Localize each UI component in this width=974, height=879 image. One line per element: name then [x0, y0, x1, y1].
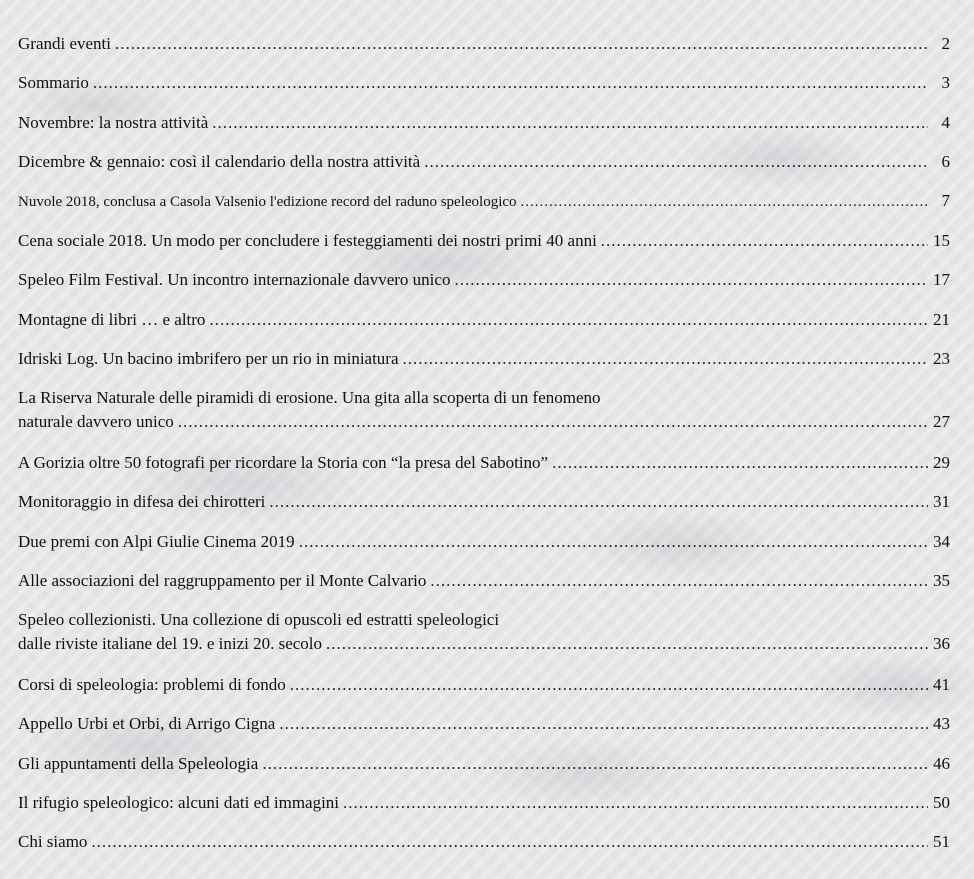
toc-entry-title: Monitoraggio in difesa dei chirotteri	[18, 492, 266, 511]
toc-entry[interactable]	[18, 347, 950, 371]
toc-entry[interactable]	[18, 308, 950, 332]
toc-entry[interactable]	[18, 569, 950, 593]
toc-entry-title: Corsi di speleologia: problemi di fondo	[18, 675, 286, 694]
toc-entry-page: 7	[941, 191, 950, 210]
toc-entry-page: 35	[933, 571, 950, 590]
leader-dots	[343, 791, 928, 815]
leader-dots	[403, 347, 928, 371]
toc-entry-page: 27	[933, 412, 950, 431]
toc-entry[interactable]	[18, 830, 950, 854]
toc-entry-page: 36	[933, 634, 950, 653]
toc-entry[interactable]	[18, 111, 950, 135]
toc-entry-page: 51	[933, 832, 950, 851]
leader-dots	[601, 229, 928, 253]
leader-dots	[424, 150, 928, 174]
toc-entry-page: 31	[933, 492, 950, 511]
toc-entry-title: Nuvole 2018, conclusa a Casola Valsenio l'edizione record del raduno speleologico	[18, 194, 517, 210]
toc-entry-page: 21	[933, 310, 950, 329]
toc-entry-page: 29	[933, 453, 950, 472]
toc-entry[interactable]	[18, 71, 950, 95]
leader-dots	[430, 569, 928, 593]
toc-entry-page: 15	[933, 231, 950, 250]
toc-entry-page: 34	[933, 532, 950, 551]
leader-dots	[290, 673, 928, 697]
toc-entry[interactable]	[18, 229, 950, 253]
toc-entry-page: 4	[941, 113, 950, 132]
toc-entry[interactable]	[18, 189, 950, 214]
toc-entry-title: Idriski Log. Un bacino imbrifero per un rio in miniatura	[18, 349, 399, 368]
toc-entry-title: Il rifugio speleologico: alcuni dati ed immagini	[18, 793, 340, 812]
toc-entry-title: Grandi eventi	[18, 34, 111, 53]
toc-entry-title: Chi siamo	[18, 832, 88, 851]
toc-entry[interactable]	[18, 386, 950, 434]
toc-entry[interactable]	[18, 451, 950, 475]
toc-entry-page: 50	[933, 793, 950, 812]
toc-entry-title: Due premi con Alpi Giulie Cinema 2019	[18, 532, 295, 551]
toc-entry-page: 2	[941, 34, 950, 53]
leader-dots	[454, 268, 928, 292]
toc-entry-title-line1: La Riserva Naturale delle piramidi di erosione. Una gita alla scoperta di un fenomeno	[18, 388, 601, 407]
leader-dots	[178, 410, 928, 434]
toc-entry-page: 3	[941, 73, 950, 92]
toc-entry-title: Alle associazioni del raggruppamento per il Monte Calvario	[18, 571, 427, 590]
toc-entry-title: Appello Urbi et Orbi, di Arrigo Cigna	[18, 714, 276, 733]
toc-entry-page: 17	[933, 270, 950, 289]
toc-entry[interactable]	[18, 32, 950, 56]
leader-dots	[521, 190, 928, 214]
leader-dots	[115, 32, 928, 56]
toc-entry[interactable]	[18, 150, 950, 174]
leader-dots	[552, 451, 928, 475]
toc-entry-page: 46	[933, 754, 950, 773]
toc-entry-title: Dicembre & gennaio: così il calendario della nostra attività	[18, 152, 421, 171]
leader-dots	[91, 830, 928, 854]
toc-entry-title: Montagne di libri … e altro	[18, 310, 206, 329]
toc-entry-title: Sommario	[18, 73, 89, 92]
toc-entry-title-line1: Speleo collezionisti. Una collezione di opuscoli ed estratti speleologici	[18, 610, 500, 629]
toc-entry[interactable]	[18, 268, 950, 292]
leader-dots	[262, 752, 928, 776]
toc-entry[interactable]	[18, 752, 950, 776]
toc-entry-title: dalle riviste italiane del 19. e inizi 20. secolo	[18, 634, 323, 653]
toc-entry-title: Speleo Film Festival. Un incontro internazionale davvero unico	[18, 270, 451, 289]
toc-entry-title: Gli appuntamenti della Speleologia	[18, 754, 259, 773]
toc-entry-page: 23	[933, 349, 950, 368]
toc-entry[interactable]	[18, 712, 950, 736]
leader-dots	[93, 71, 928, 95]
toc-entry[interactable]	[18, 673, 950, 697]
toc-entry-title: naturale davvero unico	[18, 412, 174, 431]
toc-entry[interactable]	[18, 791, 950, 815]
toc-entry[interactable]	[18, 608, 950, 656]
leader-dots	[209, 308, 928, 332]
leader-dots	[299, 530, 928, 554]
toc-entry-title: Cena sociale 2018. Un modo per concludere i festeggiamenti dei nostri primi 40 anni	[18, 231, 597, 250]
toc-entry[interactable]	[18, 530, 950, 554]
leader-dots	[326, 632, 928, 656]
leader-dots	[212, 111, 928, 135]
leader-dots	[269, 490, 928, 514]
toc-entry-page: 41	[933, 675, 950, 694]
toc-entry-page: 6	[941, 152, 950, 171]
toc-entry[interactable]	[18, 490, 950, 514]
toc-entry-page: 43	[933, 714, 950, 733]
toc-entry-title: A Gorizia oltre 50 fotografi per ricordare la Storia con “la presa del Sabotino”	[18, 453, 549, 472]
toc-entry-title: Novembre: la nostra attività	[18, 113, 209, 132]
leader-dots	[279, 712, 928, 736]
